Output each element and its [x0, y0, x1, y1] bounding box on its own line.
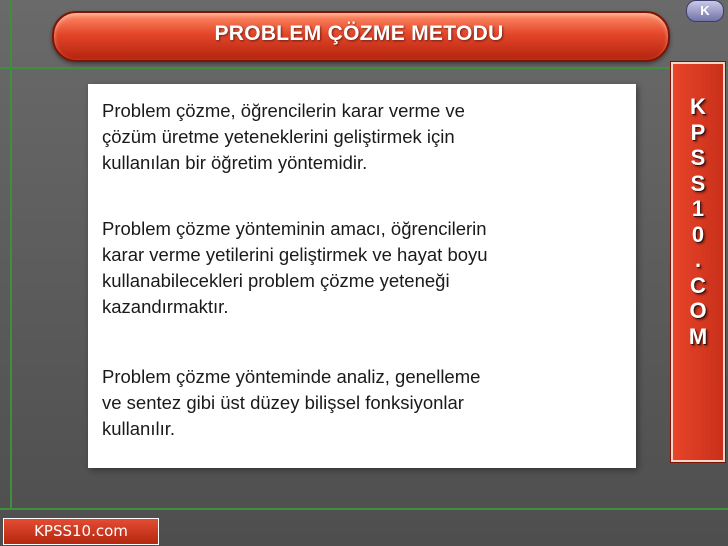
side-letter: C: [690, 272, 706, 298]
content-box: [88, 84, 636, 468]
footer-divider: [0, 508, 728, 510]
side-letter: S: [690, 170, 706, 196]
frame-line-top: [0, 67, 728, 69]
side-letter: 1: [691, 196, 705, 221]
side-letter: P: [690, 119, 706, 145]
paragraph-functions: Problem çözme yönteminde analiz, genelleme ve sentez gibi üst düzey bilişsel fonksiyonlar kullanılır.: [102, 366, 481, 439]
side-brand-panel: [671, 62, 725, 462]
slide-title: PROBLEM ÇÖZME METODU: [214, 22, 504, 45]
footer-site-label: KPSS10.com: [3, 518, 159, 545]
side-letter: S: [690, 145, 706, 170]
frame-line-left: [10, 0, 12, 508]
side-brand-letters: [673, 94, 723, 349]
side-letter: O: [689, 298, 707, 323]
side-letter: 0: [691, 221, 705, 247]
paragraph-definition: Problem çözme, öğrencilerin karar verme ve çözüm üretme yeteneklerini geliştirmek için kullanılan bir öğretim yöntemidir.: [102, 100, 465, 173]
side-letter: K: [690, 94, 706, 119]
paragraph-purpose: Problem çözme yönteminin amacı, öğrencilerin karar verme yetilerini geliştirmek ve hayat boyu kullanabilecekleri problem çözme yeteneği kazandırmaktır.: [102, 218, 488, 317]
side-letter: .: [694, 247, 702, 272]
corner-badge: K: [686, 0, 724, 22]
side-letter: M: [688, 323, 708, 349]
